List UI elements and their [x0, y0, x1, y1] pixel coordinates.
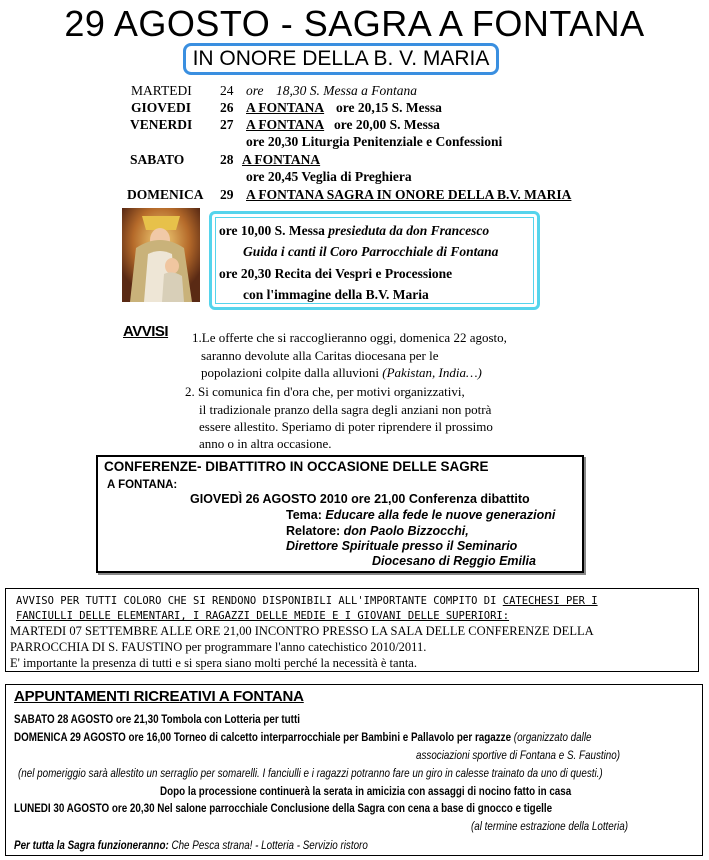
catechesi-line-3: MARTEDI 07 SETTEMBRE ALLE ORE 21,00 INCONTRO PRESSO LA SALA DELLE CONFERENZE DELLA — [10, 624, 594, 638]
avviso-2-line-3: essere allestito. Speriamo di poter riprendere il prossimo — [199, 419, 493, 434]
program-line-1 — [219, 222, 489, 240]
avviso-2-line-4: anno o in altra occasione. — [199, 436, 332, 451]
catechesi-intro: AVVISO PER TUTTI COLORO CHE SI RENDONO DISPONIBILI ALL'IMPORTANTE COMPITO DI — [16, 595, 503, 607]
avviso-1-text: popolazioni colpite dalla alluvioni — [201, 365, 383, 380]
relatore-role-1: Direttore Spirituale presso il Seminario — [286, 539, 518, 553]
torneo-organizer: (organizzato dalle — [513, 730, 592, 744]
avviso-1-line-1: 1.Le offerte che si raccoglieranno oggi, domenica 22 agosto, — [192, 330, 507, 345]
avviso-1-countries: (Pakistan, India…) — [382, 365, 482, 380]
conferenze-place: A FONTANA: — [107, 479, 178, 491]
date-27: 27 — [220, 117, 234, 132]
avviso-2-line-2: il tradizionale pranzo della sagra degli anziani non potrà — [199, 402, 492, 417]
catechesi-line-2: FANCIULLI DELLE ELEMENTARI, I RAGAZZI DELLE MEDIE E I GIOVANI DELLE SUPERIORI: — [16, 610, 510, 622]
date-29: 29 — [220, 187, 234, 202]
day-sunday: DOMENICA — [127, 187, 204, 202]
thursday-event: ore 20,15 S. Messa — [336, 100, 442, 115]
date-26: 26 — [220, 100, 234, 115]
page-subtitle: IN ONORE DELLA B. V. MARIA — [183, 43, 499, 75]
ricreativi-line-6: LUNEDI 30 AGOSTO ore 20,30 Nel salone parrocchiale Conclusione della Sagra con cena a base di gnocco e tigelle — [14, 801, 553, 815]
day-thursday: GIOVEDI — [131, 100, 192, 115]
day-tuesday: MARTEDI — [131, 83, 192, 98]
page-title: 29 AGOSTO - SAGRA A FONTANA — [64, 3, 645, 44]
ricreativi-line-5: Dopo la processione continuerà la serata in amicizia con assaggi di nocino fatto in casa — [160, 784, 572, 798]
date-28: 28 — [220, 152, 234, 167]
program-line-3: ore 20,30 Recita dei Vespri e Processione — [219, 266, 453, 281]
ricreativi-line-7: (al termine estrazione della Lotteria) — [471, 819, 628, 833]
catechesi-line-1 — [16, 593, 598, 609]
program-line-4: con l'immagine della B.V. Maria — [243, 287, 429, 302]
saturday-place: A FONTANA — [242, 152, 321, 167]
program-line-2: Guida i canti il Coro Parrocchiale di Fontana — [243, 244, 499, 259]
catechesi-line-5: E' importante la presenza di tutti e si spera siano molti perché la necessità è tanta. — [10, 656, 417, 670]
friday-event: ore 20,00 S. Messa — [334, 117, 440, 132]
mass-time: ore 10,00 S. Messa — [219, 223, 329, 238]
avviso-1-line-2: saranno devolute alla Caritas diocesana per le — [201, 348, 439, 363]
saturday-event: ore 20,45 Veglia di Preghiera — [246, 169, 412, 184]
day-friday: VENERDI — [130, 117, 193, 132]
date-24: 24 — [220, 83, 234, 98]
day-saturday: SABATO — [130, 152, 185, 167]
relatore-label: Relatore: — [286, 524, 344, 538]
relatore-name: don Paolo Bizzocchi, — [343, 524, 469, 538]
avviso-2-line-1: 2. Si comunica fin d'ora che, per motivi organizzativi, — [185, 384, 465, 399]
catechesi-highlight: CATECHESI PER I — [502, 595, 598, 607]
ricreativi-line-4: (nel pomeriggio sarà allestito un serraglio per somarelli. I fanciulli e i ragazzi potranno fare un giro in calesse trainato da uno di questi.) — [18, 766, 603, 780]
ricreativi-line-8 — [14, 836, 368, 854]
catechesi-line-4: PARROCCHIA DI S. FAUSTINO per programmare l'anno catechistico 2010/2011. — [10, 640, 427, 654]
ore-label: ore — [246, 83, 264, 98]
mass-celebrant: presieduta da don Francesco — [328, 223, 490, 238]
ricreativi-line-2 — [14, 728, 591, 746]
torneo-text: DOMENICA 29 AGOSTO ore 16,00 Torneo di calcetto interparrocchiale per Bambini e Pallavolo per ragazze — [14, 730, 514, 744]
friday-event-2: ore 20,30 Liturgia Penitenziale e Confessioni — [246, 134, 503, 149]
sunday-event: A FONTANA SAGRA IN ONORE DELLA B.V. MARIA — [246, 187, 572, 202]
friday-place: A FONTANA — [246, 117, 325, 132]
ricreativi-line-3: associazioni sportive di Fontana e S. Faustino) — [416, 748, 621, 762]
sagra-services-label: Per tutta la Sagra funzioneranno: — [14, 838, 172, 852]
tema-label: Tema: — [286, 508, 326, 522]
relatore-role-2: Diocesano di Reggio Emilia — [372, 554, 536, 568]
sagra-services: Che Pesca strana! - Lotteria - Servizio ristoro — [171, 838, 368, 852]
madonna-image — [122, 208, 200, 302]
avvisi-label: AVVISI — [123, 323, 169, 340]
tuesday-event: 18,30 S. Messa a Fontana — [276, 83, 417, 98]
conferenze-when: GIOVEDÌ 26 AGOSTO 2010 ore 21,00 Conferenza dibattito — [190, 492, 530, 506]
tema-text: Educare alla fede le nuove generazioni — [325, 508, 556, 522]
ricreativi-line-1: SABATO 28 AGOSTO ore 21,30 Tombola con Lotteria per tutti — [14, 712, 300, 726]
ricreativi-title: APPUNTAMENTI RICREATIVI A FONTANA — [14, 688, 304, 705]
avviso-1-line-3 — [201, 363, 482, 382]
thursday-place: A FONTANA — [246, 100, 325, 115]
conferenze-title: CONFERENZE- DIBATTITRO IN OCCASIONE DELLE SAGRE — [104, 459, 489, 474]
